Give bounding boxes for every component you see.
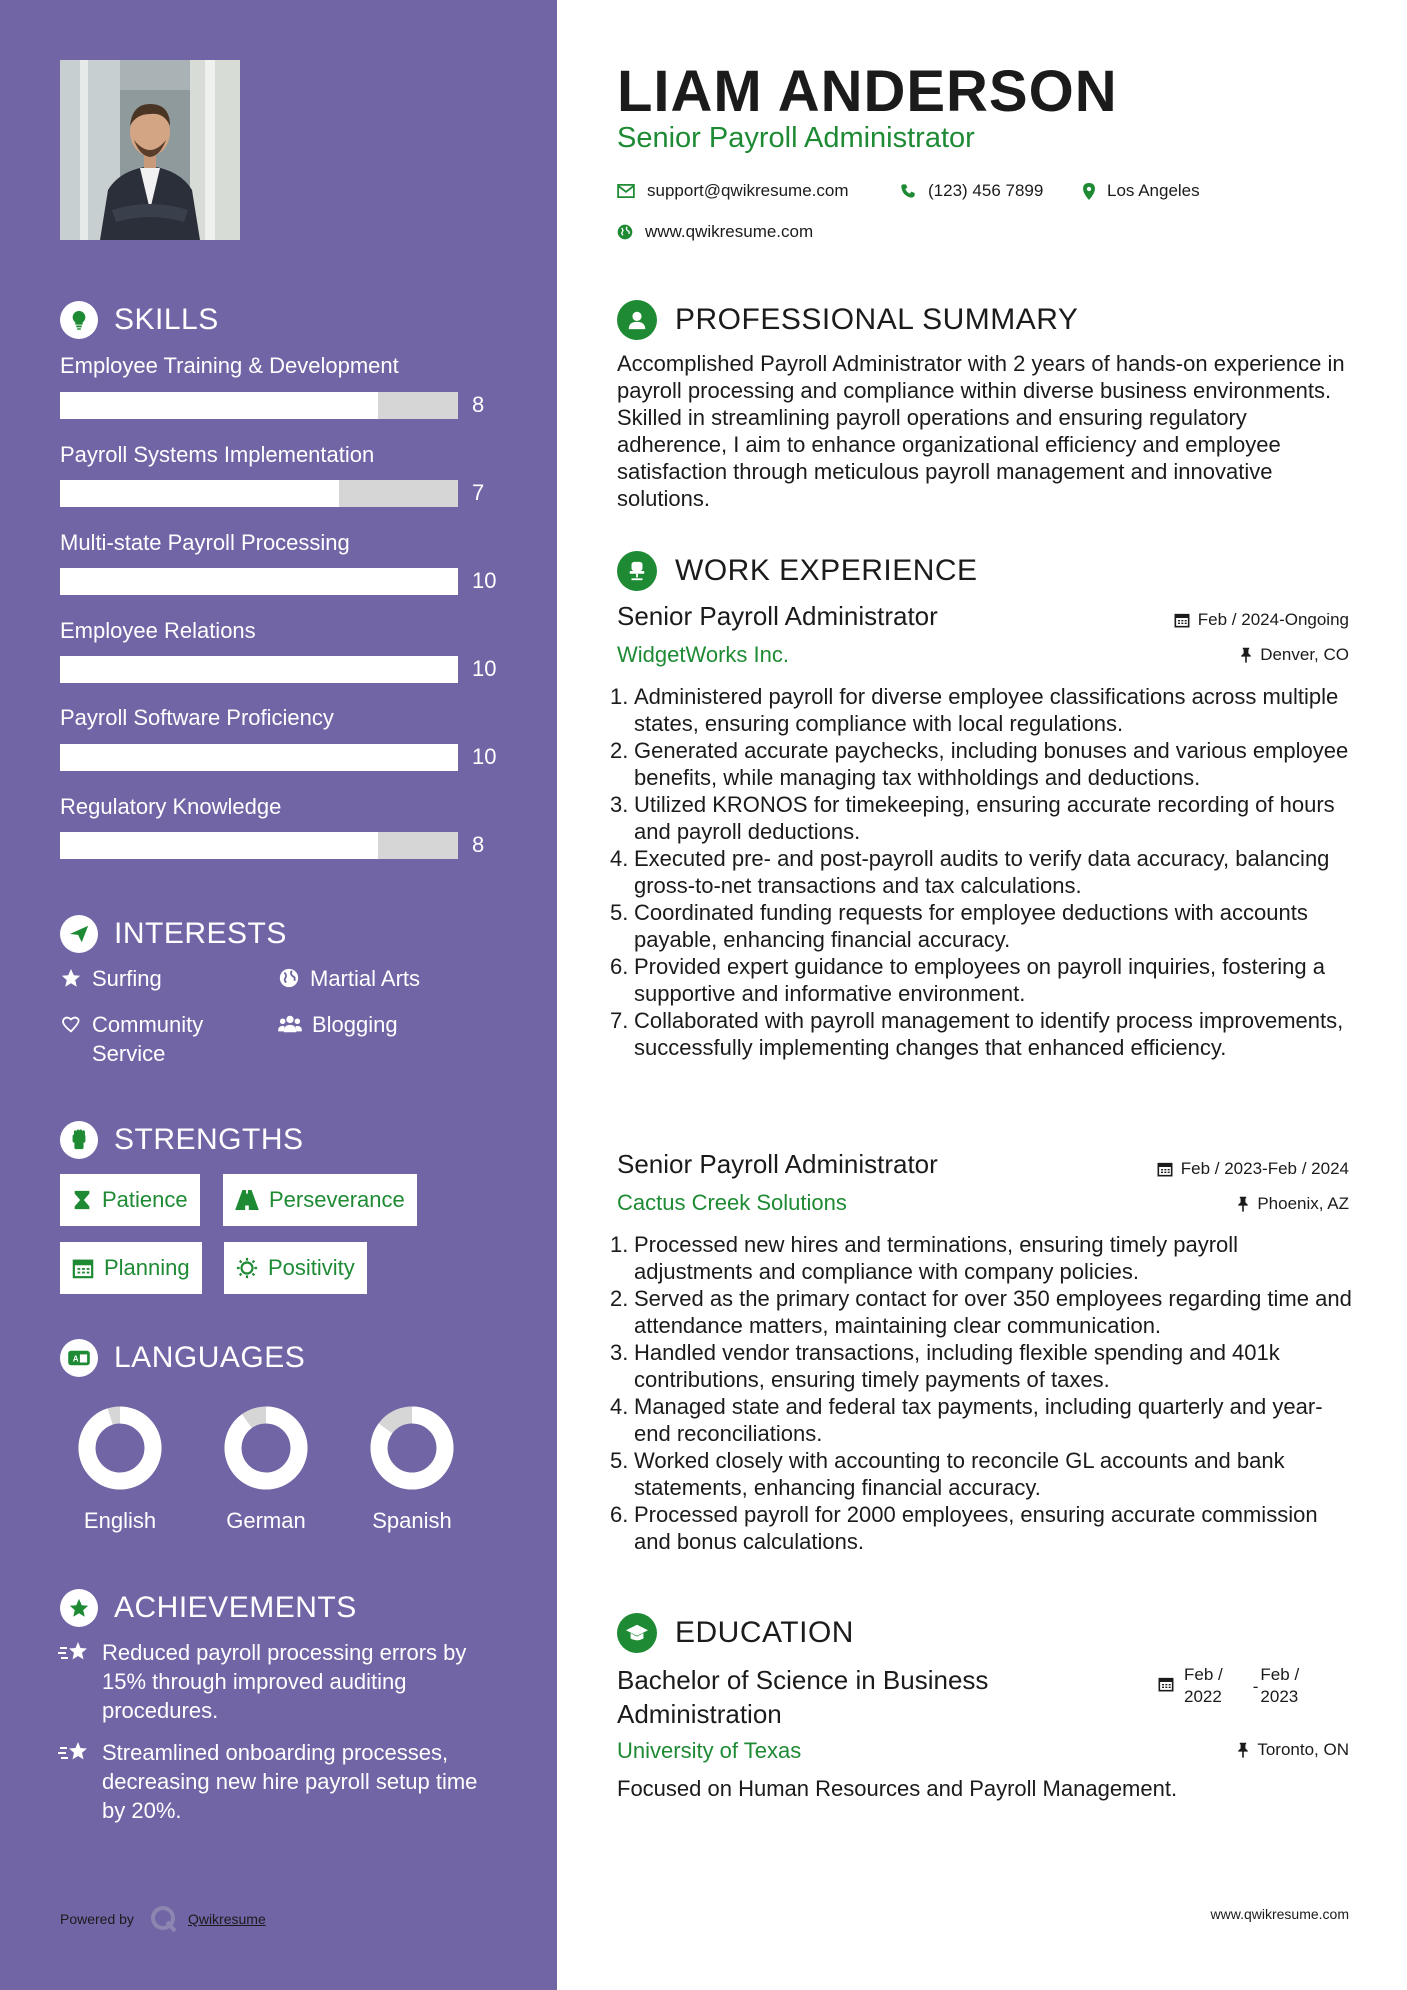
skill-bar-fill xyxy=(60,568,458,595)
language-ring xyxy=(206,1400,326,1505)
calendar-icon xyxy=(72,1257,94,1279)
duty-item: Provided expert guidance to employees on payroll inquiries, fostering a supportive and informative environment. xyxy=(634,954,1325,1006)
language-donut xyxy=(352,1400,472,1500)
job-company: Cactus Creek Solutions xyxy=(617,1190,847,1215)
achievement-text: Reduced payroll processing errors by 15% through improved auditing procedures. xyxy=(102,1640,467,1723)
skill-bar xyxy=(60,480,458,507)
duty-item: Processed new hires and terminations, ensuring timely payroll adjustments and compliance with company policies. xyxy=(634,1232,1239,1284)
skill-bar xyxy=(60,568,458,595)
paper-plane-icon xyxy=(60,915,98,953)
interest-label: Surfing xyxy=(92,966,162,991)
skills-title: SKILLS xyxy=(114,303,219,336)
skill-label: Multi-state Payroll Processing xyxy=(60,530,350,555)
interest-label: Blogging xyxy=(312,1012,398,1037)
candidate-name: LIAM ANDERSON xyxy=(617,59,1118,124)
phone-text: (123) 456 7899 xyxy=(928,181,1044,200)
education-start xyxy=(1184,1664,1223,1708)
job-duties xyxy=(634,1231,1354,1555)
achievement-text: Streamlined onboarding processes, decreasing new hire payroll setup time by 20%. xyxy=(102,1740,478,1823)
experience-heading xyxy=(617,551,978,591)
achievements-title: ACHIEVEMENTS xyxy=(114,1591,357,1624)
office-chair-icon xyxy=(617,551,657,591)
education-location-text: Toronto, ON xyxy=(1257,1740,1349,1759)
duty-item: Handled vendor transactions, including flexible spending and 401k contributions, ensuring timely payments of taxes. xyxy=(634,1340,1280,1392)
skill-bar xyxy=(60,656,458,683)
language-donut xyxy=(60,1400,180,1500)
job-location xyxy=(1240,645,1349,665)
qwikresume-logo-icon xyxy=(148,1904,180,1934)
road-icon xyxy=(235,1190,259,1210)
heart-outline-icon xyxy=(60,1013,82,1035)
interests-title: INTERESTS xyxy=(114,917,287,950)
language-label: English xyxy=(83,1508,157,1533)
skill-value: 10 xyxy=(472,568,497,593)
svg-text:A: A xyxy=(72,1354,79,1364)
user-icon xyxy=(617,300,657,340)
duty-item: Generated accurate paychecks, including bonuses and various employee benefits, while managing tax withholdings and deductions. xyxy=(634,738,1349,790)
skill-bar xyxy=(60,744,458,771)
calendar-icon xyxy=(1158,1676,1174,1692)
duty-item: Served as the primary contact for over 350 employees regarding time and attendance matters, maintaining clear communication. xyxy=(634,1286,1352,1338)
education-start-year: 2022 xyxy=(1184,1687,1222,1706)
skill-label: Employee Relations xyxy=(60,618,256,643)
language-label: Spanish xyxy=(372,1508,452,1533)
powered-by-text: Powered by xyxy=(60,1911,134,1927)
skill-label: Employee Training & Development xyxy=(60,353,399,378)
education-end-month: Feb / xyxy=(1260,1665,1300,1684)
graduation-cap-icon xyxy=(617,1613,657,1653)
interests-heading xyxy=(60,915,287,953)
pushpin-icon xyxy=(1240,647,1252,663)
skill-bar-fill xyxy=(60,832,378,859)
duty-item: Processed payroll for 2000 employees, ensuring accurate commission and bonus calculations. xyxy=(634,1502,1318,1554)
strength-label: Positivity xyxy=(268,1255,355,1280)
job-location-text: Denver, CO xyxy=(1260,645,1349,664)
strength-label: Patience xyxy=(102,1187,188,1212)
phone-icon xyxy=(900,183,916,199)
education-location xyxy=(1237,1740,1349,1760)
sun-icon xyxy=(236,1257,258,1279)
job-dates xyxy=(1174,610,1349,630)
education-date-separator: - xyxy=(1252,1677,1259,1696)
skill-label: Payroll Systems Implementation xyxy=(60,442,375,467)
education-dates xyxy=(1158,1664,1299,1708)
job-dates-text: Feb / 2024-Ongoing xyxy=(1197,610,1349,629)
education-description: Focused on Human Resources and Payroll Management. xyxy=(617,1776,1178,1801)
skill-value: 8 xyxy=(472,392,485,417)
skill-value: 10 xyxy=(472,656,497,681)
envelope-icon xyxy=(617,184,635,198)
powered-by xyxy=(60,1904,266,1934)
strengths-title: STRENGTHS xyxy=(114,1123,304,1156)
interest-label: Community Service xyxy=(92,1012,204,1066)
shooting-star-icon xyxy=(58,1740,90,1766)
star-icon xyxy=(60,967,82,989)
skill-bar-fill xyxy=(60,392,378,419)
education-start-month: Feb / xyxy=(1184,1665,1223,1684)
skill-value: 8 xyxy=(472,832,485,857)
qwikresume-link[interactable]: Qwikresume xyxy=(187,1911,266,1927)
strength-label: Perseverance xyxy=(269,1187,405,1212)
map-pin-icon xyxy=(1083,183,1095,200)
education-degree: Bachelor of Science in Business Administration xyxy=(617,1665,989,1729)
skill-bar xyxy=(60,392,458,419)
job-title: Senior Payroll Administrator xyxy=(617,601,938,631)
interest-item xyxy=(278,1010,398,1039)
duty-item: Managed state and federal tax payments, including quarterly and year-end reconciliations. xyxy=(634,1394,1323,1446)
experience-title: WORK EXPERIENCE xyxy=(675,554,978,587)
interest-item xyxy=(60,964,162,993)
duty-item: Utilized KRONOS for timekeeping, ensuring accurate recording of hours and payroll deductions. xyxy=(634,792,1335,844)
achievement-item xyxy=(58,1638,498,1725)
languages-heading xyxy=(60,1339,305,1377)
hourglass-icon xyxy=(72,1189,92,1211)
calendar-icon xyxy=(1174,612,1190,628)
interest-label: Martial Arts xyxy=(310,966,421,991)
star-badge-icon xyxy=(60,1589,98,1627)
strengths-heading xyxy=(60,1121,304,1159)
contact-email[interactable] xyxy=(617,181,849,201)
skill-value: 7 xyxy=(472,480,485,505)
contact-website[interactable] xyxy=(617,222,813,242)
summary-heading xyxy=(617,300,1078,340)
education-end-year: 2023 xyxy=(1260,1687,1299,1706)
language-ring xyxy=(352,1400,472,1505)
language-donut xyxy=(206,1400,326,1500)
contact-location xyxy=(1083,181,1200,201)
job-location xyxy=(1237,1194,1349,1214)
shooting-star-icon xyxy=(58,1640,90,1666)
duty-item: Worked closely with accounting to reconcile GL accounts and bank statements, enhancing financial accuracy. xyxy=(634,1448,1285,1500)
skill-label: Payroll Software Proficiency xyxy=(60,705,334,730)
location-text: Los Angeles xyxy=(1107,181,1200,200)
strength-tag xyxy=(60,1174,200,1226)
education-heading xyxy=(617,1613,854,1653)
strength-tag xyxy=(223,1174,417,1226)
summary-title: PROFESSIONAL SUMMARY xyxy=(675,303,1079,336)
skill-value: 10 xyxy=(472,744,497,769)
calendar-icon xyxy=(1157,1161,1173,1177)
job-title: Senior Payroll Administrator xyxy=(617,1149,938,1179)
pushpin-icon xyxy=(1237,1742,1249,1758)
skill-bar-fill xyxy=(60,480,339,507)
globe-icon xyxy=(278,967,300,989)
sidebar xyxy=(0,0,557,1990)
duty-item: Executed pre- and post-payroll audits to verify data accuracy, balancing gross-to-net transactions and tax calculations. xyxy=(634,846,1330,898)
interest-item xyxy=(60,1010,240,1068)
job-location-text: Phoenix, AZ xyxy=(1257,1194,1349,1213)
language-icon xyxy=(60,1339,98,1377)
languages-title: LANGUAGES xyxy=(114,1341,306,1374)
skill-bar xyxy=(60,832,458,859)
skills-heading xyxy=(60,301,219,339)
job-company: WidgetWorks Inc. xyxy=(617,642,789,667)
users-icon xyxy=(278,1013,302,1035)
language-label: German xyxy=(226,1508,306,1533)
achievement-item xyxy=(58,1738,498,1825)
language-ring xyxy=(60,1400,180,1505)
contact-phone[interactable] xyxy=(900,181,1043,201)
job-duties xyxy=(634,683,1354,1061)
job-dates-text: Feb / 2023-Feb / 2024 xyxy=(1180,1159,1349,1178)
website-text: www.qwikresume.com xyxy=(645,222,814,241)
interest-item xyxy=(278,964,420,993)
footer-url[interactable]: www.qwikresume.com xyxy=(1210,1906,1349,1922)
skill-bar-fill xyxy=(60,656,458,683)
education-title: EDUCATION xyxy=(675,1616,854,1649)
pushpin-icon xyxy=(1237,1196,1249,1212)
duty-item: Collaborated with payroll management to identify process improvements, successfully implementing changes that enhanced efficiency. xyxy=(634,1008,1344,1060)
education-end xyxy=(1260,1664,1299,1708)
skill-label: Regulatory Knowledge xyxy=(60,794,282,819)
lightbulb-icon xyxy=(60,301,98,339)
email-text: support@qwikresume.com xyxy=(647,181,849,200)
duty-item: Administered payroll for diverse employee classifications across multiple states, ensuring compliance with local regulations. xyxy=(634,684,1339,736)
skill-bar-fill xyxy=(60,744,458,771)
strength-tag xyxy=(60,1242,202,1294)
summary-text: Accomplished Payroll Administrator with 2 years of hands-on experience in payroll processing and compliance within diverse business environments. Skilled in streamlining payroll operations and ensuring regulatory adherence, I aim to enhance organizational efficiency and employee satisfaction through meticulous payroll management and innovative solutions. xyxy=(617,351,1345,511)
profile-photo xyxy=(60,60,240,240)
achievements-heading xyxy=(60,1589,357,1627)
globe-icon xyxy=(617,224,633,240)
strength-tag xyxy=(224,1242,367,1294)
strength-label: Planning xyxy=(104,1255,190,1280)
candidate-title: Senior Payroll Administrator xyxy=(617,122,975,154)
fist-icon xyxy=(60,1121,98,1159)
duty-item: Coordinated funding requests for employee deductions with accounts payable, enhancing financial accuracy. xyxy=(634,900,1308,952)
job-dates xyxy=(1157,1159,1349,1179)
education-school: University of Texas xyxy=(617,1738,802,1763)
